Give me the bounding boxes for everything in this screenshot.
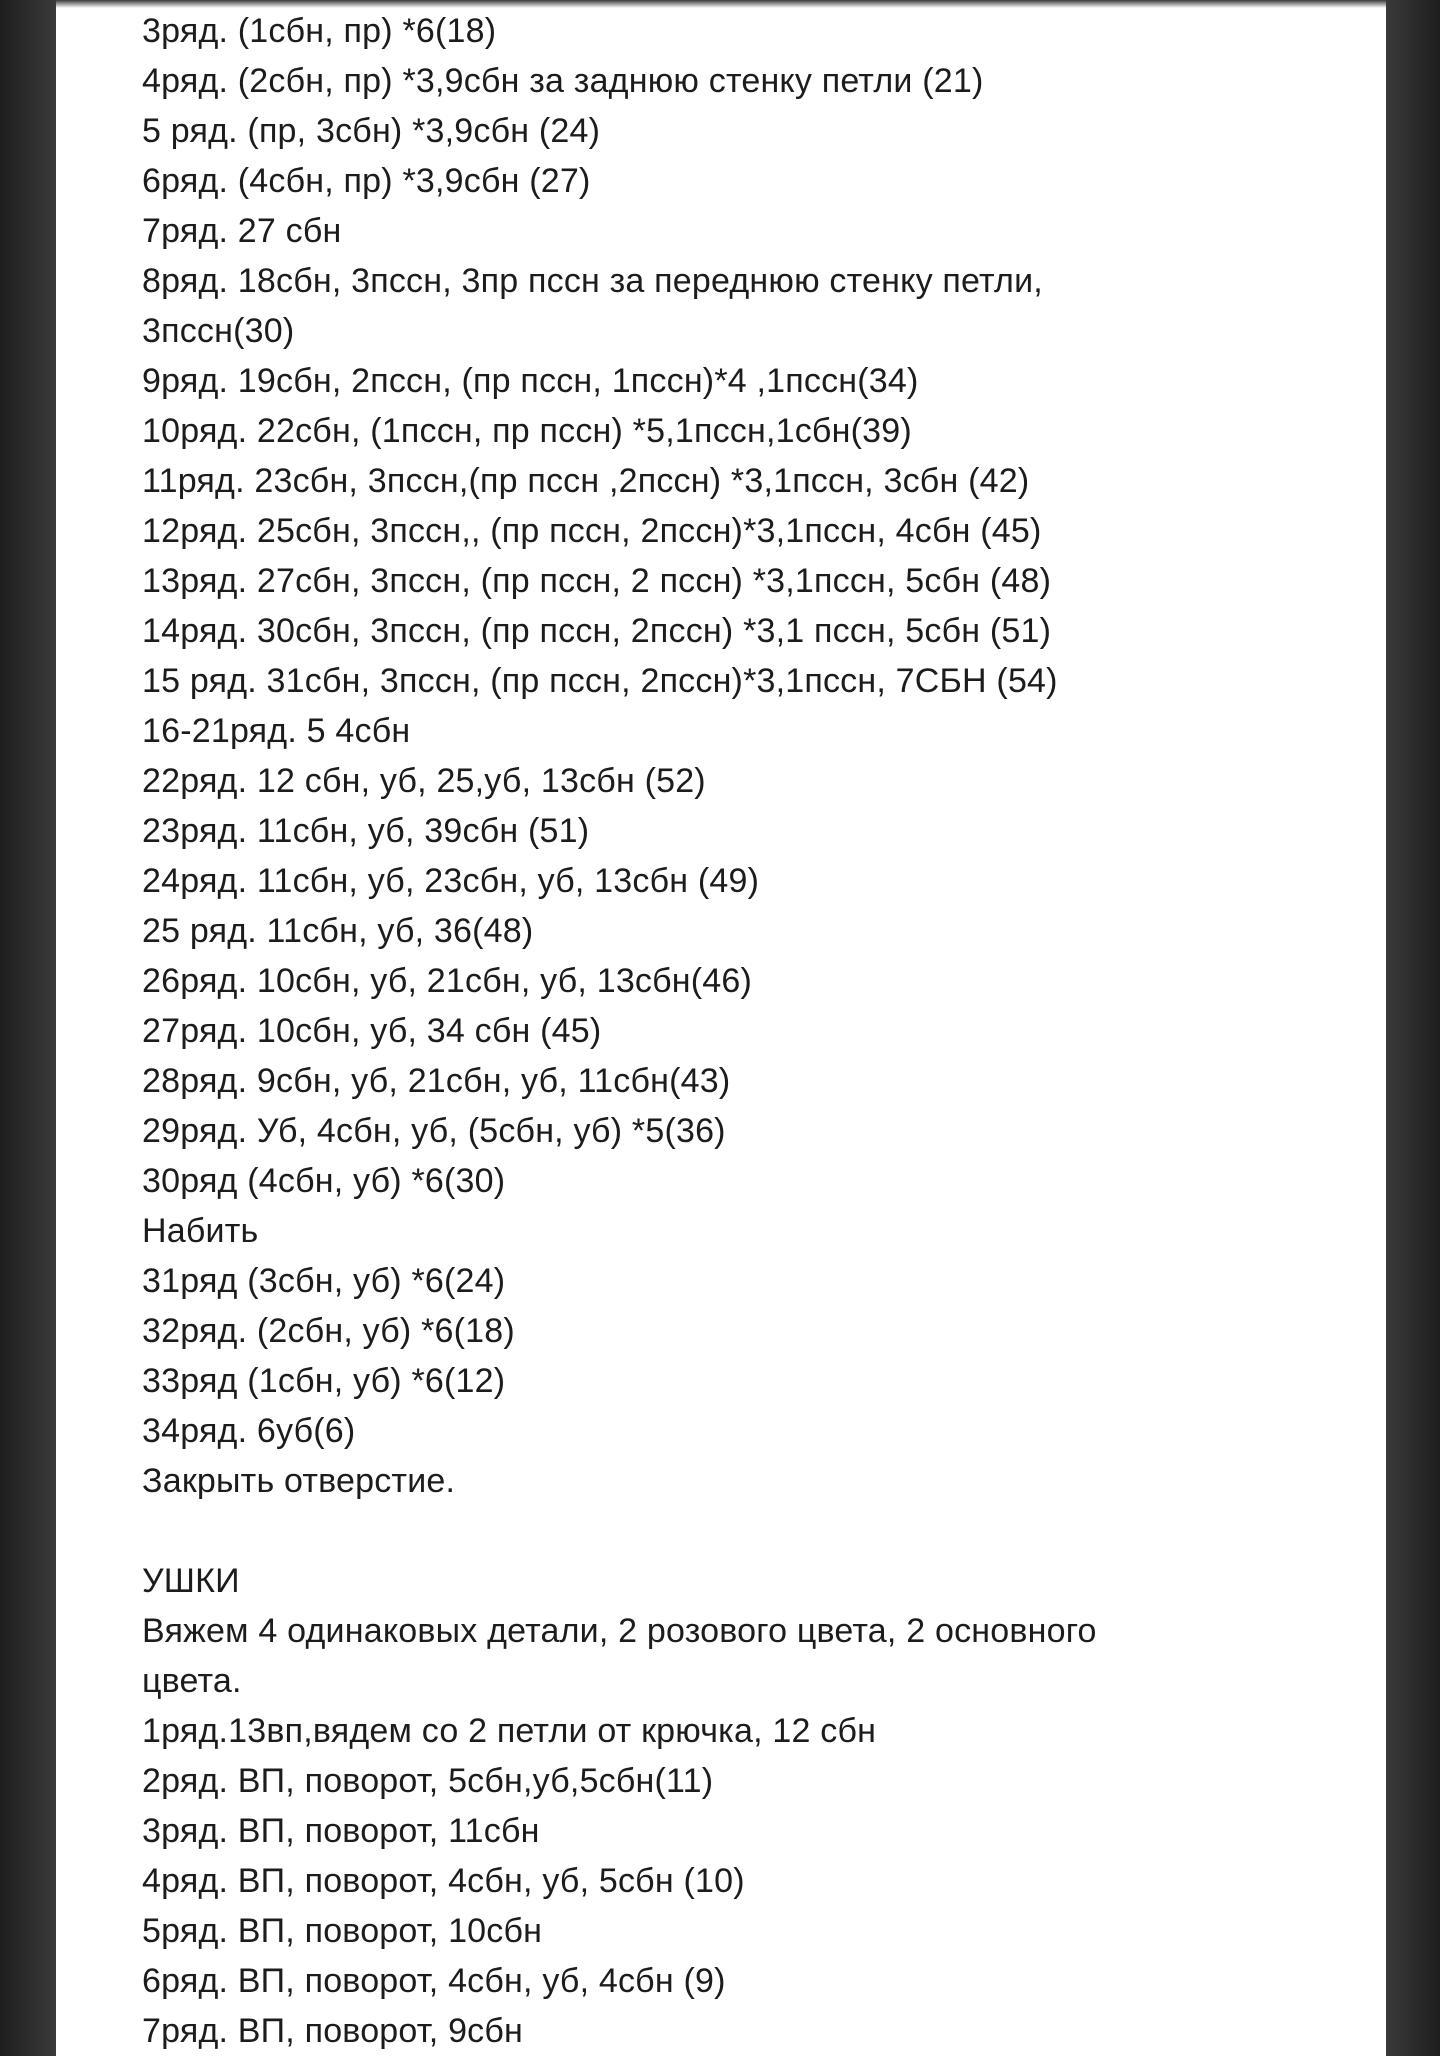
screen-edge-left — [0, 0, 56, 2056]
row-line: 3пссн(30) — [142, 312, 295, 350]
row-line: 2ряд. ВП, поворот, 5сбн,уб,5сбн(11) — [142, 1762, 714, 1800]
row-line: 31ряд (3сбн, уб) *6(24) — [142, 1262, 506, 1300]
ears-intro-line: цвета. — [142, 1662, 242, 1700]
row-line: 6ряд. (4сбн, пр) *3,9сбн (27) — [142, 162, 591, 200]
row-line: 4ряд. (2сбн, пр) *3,9сбн за заднюю стенку петли (21) — [142, 62, 984, 100]
row-line: Закрыть отверстие. — [142, 1462, 456, 1500]
row-line: 3ряд. (1сбн, пр) *6(18) — [142, 12, 497, 50]
row-line: 16-21ряд. 5 4сбн — [142, 712, 411, 750]
blank-line — [142, 1506, 1372, 1556]
row-line: 7ряд. 27 сбн — [142, 212, 342, 250]
row-line: 26ряд. 10сбн, уб, 21сбн, уб, 13сбн(46) — [142, 962, 753, 1000]
row-line: 15 ряд. 31сбн, 3пссн, (пр пссн, 2пссн)*3,1пссн, 7СБН (54) — [142, 662, 1058, 700]
row-line: 5 ряд. (пр, 3сбн) *3,9сбн (24) — [142, 112, 601, 150]
row-line: 7ряд. ВП, поворот, 9сбн — [142, 2012, 524, 2050]
row-line: 1ряд.13вп,вядем со 2 петли от крючка, 12 сбн — [142, 1712, 877, 1750]
document-page[interactable] — [56, 0, 1386, 2056]
row-line: 6ряд. ВП, поворот, 4сбн, уб, 4сбн (9) — [142, 1962, 726, 2000]
row-line: 11ряд. 23сбн, 3пссн,(пр пссн ,2пссн) *3,1пссн, 3сбн (42) — [142, 462, 1030, 500]
row-line: 32ряд. (2сбн, уб) *6(18) — [142, 1312, 515, 1350]
row-line: Набить — [142, 1212, 259, 1250]
row-line: 8ряд. 18сбн, 3пссн, 3пр пссн за переднюю стенку петли, — [142, 262, 1043, 300]
row-line: 14ряд. 30сбн, 3пссн, (пр пссн, 2пссн) *3,1 пссн, 5сбн (51) — [142, 612, 1052, 650]
screen-edge-right — [1386, 0, 1440, 2056]
row-line: 23ряд. 11сбн, уб, 39сбн (51) — [142, 812, 590, 850]
row-line: 5ряд. ВП, поворот, 10сбн — [142, 1912, 543, 1950]
row-line: 10ряд. 22сбн, (1пссн, пр пссн) *5,1пссн,1сбн(39) — [142, 412, 912, 450]
row-line: 13ряд. 27сбн, 3пссн, (пр пссн, 2 пссн) *3,1пссн, 5сбн (48) — [142, 562, 1052, 600]
row-line: 4ряд. ВП, поворот, 4сбн, уб, 5сбн (10) — [142, 1862, 745, 1900]
row-line: 24ряд. 11сбн, уб, 23сбн, уб, 13сбн (49) — [142, 862, 760, 900]
row-line: 25 ряд. 11сбн, уб, 36(48) — [142, 912, 534, 950]
ears-intro-line: Вяжем 4 одинаковых детали, 2 розового цвета, 2 основного — [142, 1612, 1097, 1650]
row-line: 33ряд (1сбн, уб) *6(12) — [142, 1362, 506, 1400]
row-line: 29ряд. Уб, 4сбн, уб, (5сбн, уб) *5(36) — [142, 1112, 726, 1150]
row-line: 34ряд. 6уб(6) — [142, 1412, 356, 1450]
pattern-text — [142, 6, 1372, 2056]
row-line: 28ряд. 9сбн, уб, 21сбн, уб, 11сбн(43) — [142, 1062, 731, 1100]
row-line: 3ряд. ВП, поворот, 11сбн — [142, 1812, 540, 1850]
row-line: 22ряд. 12 сбн, уб, 25,уб, 13сбн (52) — [142, 762, 706, 800]
top-shadow — [56, 0, 1386, 8]
row-line: 9ряд. 19сбн, 2пссн, (пр пссн, 1пссн)*4 ,1пссн(34) — [142, 362, 919, 400]
row-line: 27ряд. 10сбн, уб, 34 сбн (45) — [142, 1012, 602, 1050]
row-line: 30ряд (4сбн, уб) *6(30) — [142, 1162, 506, 1200]
row-line: 12ряд. 25сбн, 3пссн,, (пр пссн, 2пссн)*3,1пссн, 4сбн (45) — [142, 512, 1042, 550]
section-heading-ears: УШКИ — [142, 1562, 240, 1600]
